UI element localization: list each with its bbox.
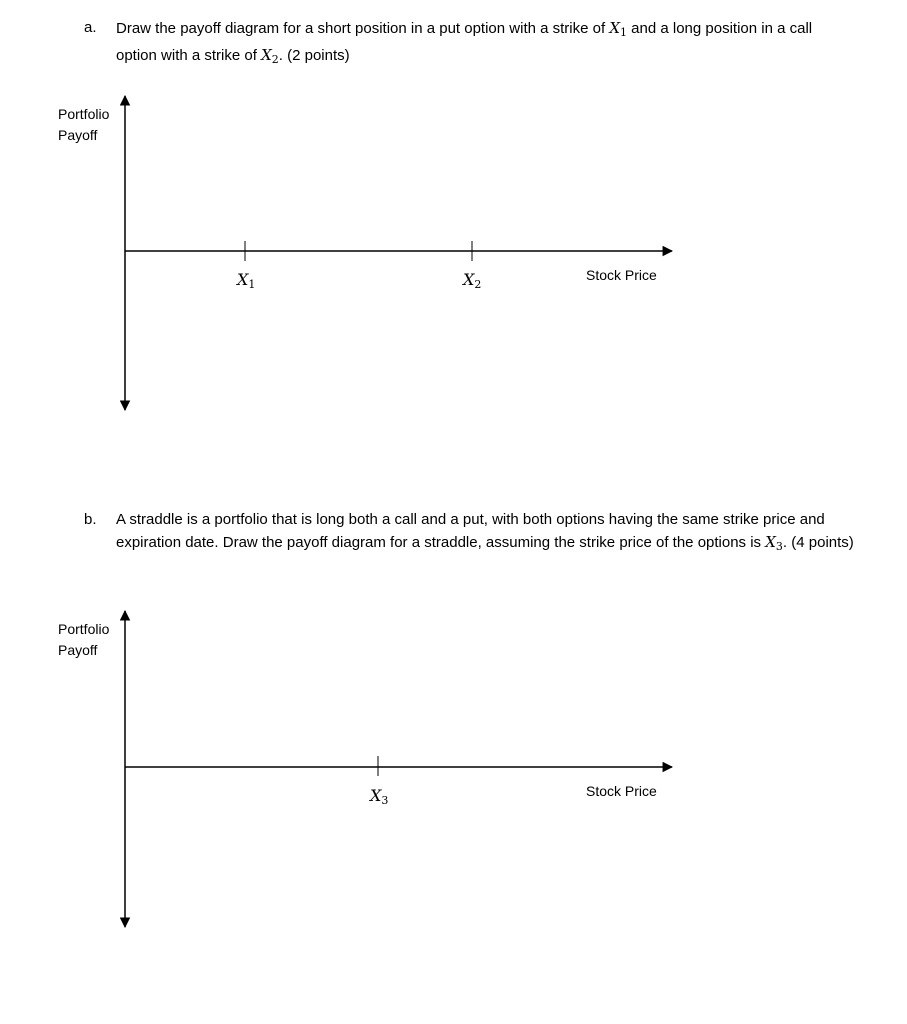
chart-a-tick-label-x1: $X_1$ (237, 270, 256, 291)
question-a-text: Draw the payoff diagram for a short position in a put option with a strike of $X_1$ and a long position in a call option with a strike of $X_2$. (2 points) (116, 19, 813, 66)
x2-symbol: $X_2$ (261, 46, 279, 66)
chart-a-x-label: Stock Price (586, 267, 657, 283)
chart-b-x-label: Stock Price (586, 783, 657, 799)
question-a-letter: a. (84, 19, 97, 36)
x1-symbol: $X_1$ (609, 19, 628, 39)
chart-a-y-label: Portfolio Payoff (58, 106, 110, 143)
chart-b-y-label: Portfolio Payoff (58, 621, 110, 658)
chart-a-tick-label-x2: $X_2$ (463, 270, 482, 291)
question-b-letter: b. (84, 511, 97, 528)
chart-b-tick-label-x3: $X_3$ (370, 786, 389, 807)
question-b-text: A straddle is a portfolio that is long both a call and a put, with both options having the same strike price and expiration date. Draw the payoff diagram for a straddle, assuming the strike price of the options is $X_3$. (4 points) (116, 511, 854, 553)
x3-symbol: $X_3$ (765, 533, 783, 553)
